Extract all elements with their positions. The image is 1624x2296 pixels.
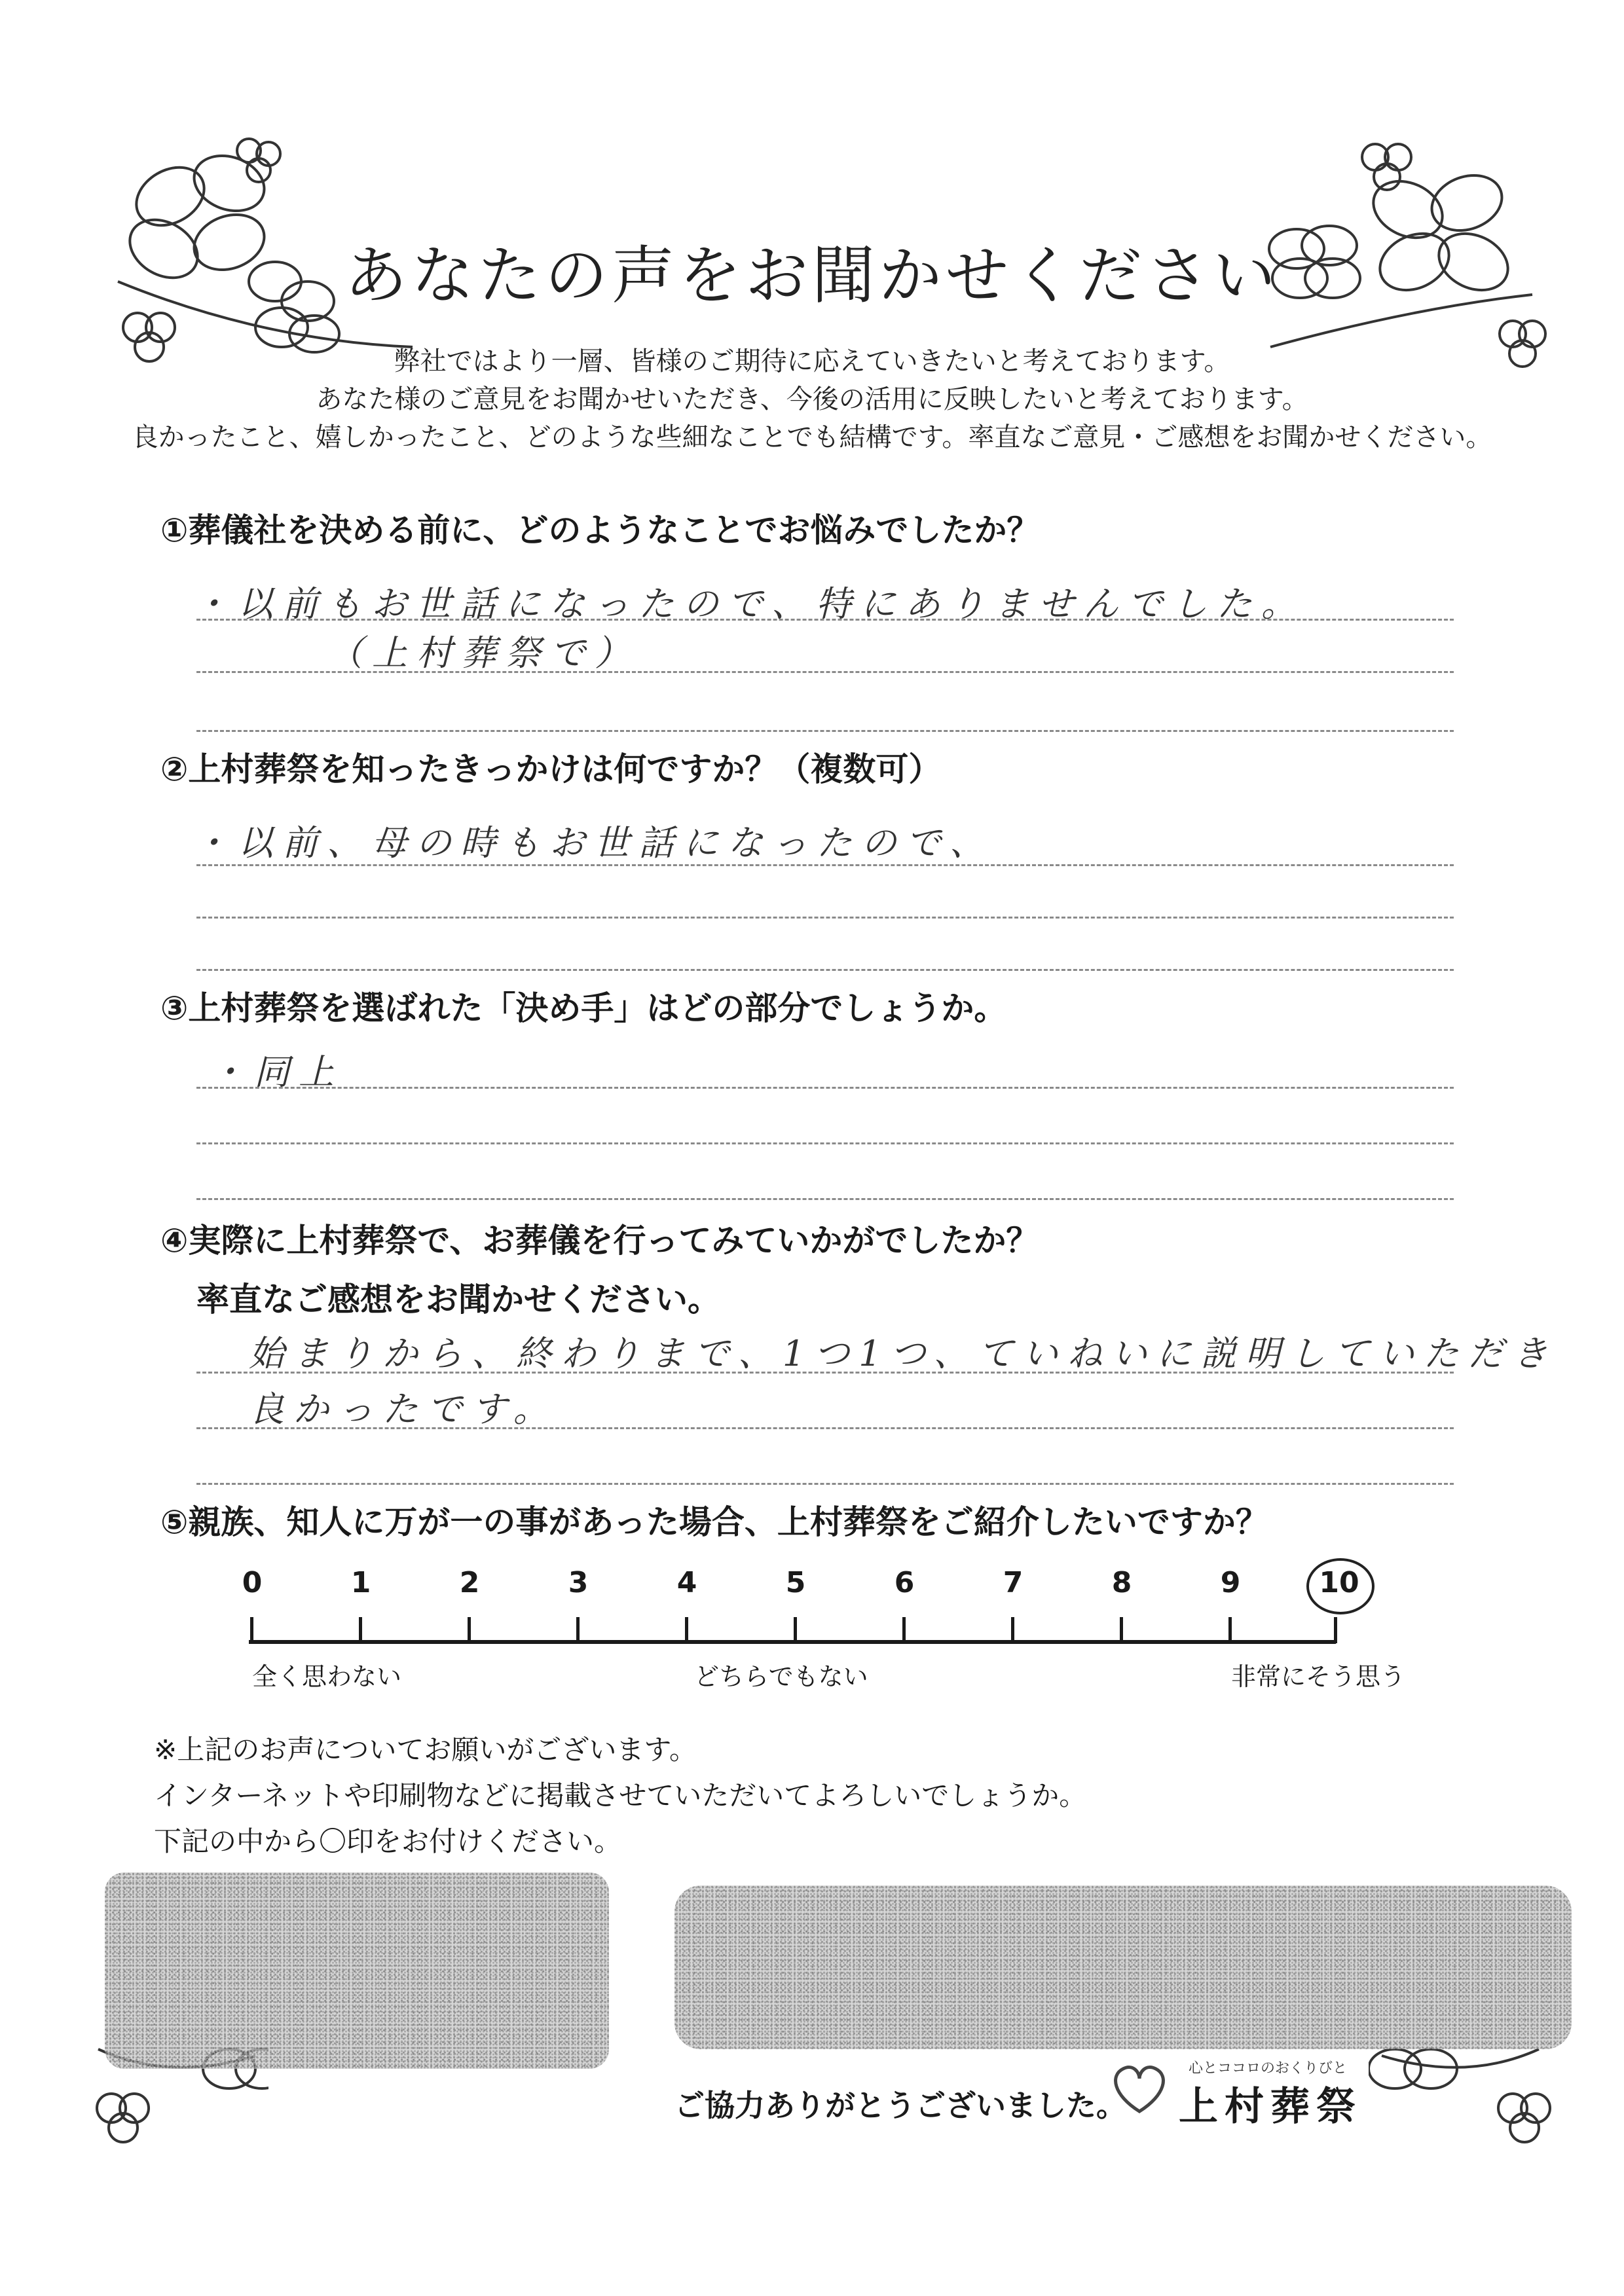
scale-tick [1120,1617,1123,1643]
scale-label-low: 全く思わない [252,1662,402,1691]
scale-tick [1011,1617,1014,1643]
selected-score-circle [1306,1558,1375,1614]
answer-rule [196,969,1454,971]
scale-tick [1334,1617,1337,1643]
clover-decoration-bottom-right-icon [1369,2030,1565,2160]
scale-number-2: 2 [459,1566,480,1599]
scale-number-3: 3 [568,1566,589,1599]
answer-rule [196,671,1454,673]
scale-number-0: 0 [242,1566,263,1599]
scale-line [249,1640,1336,1644]
note-line-3: 下記の中から〇印をお付けください。 [154,1825,622,1857]
intro-line-1: 弊社ではより一層、皆様のご期待に応えていきたいと考えております。 [394,346,1230,376]
answer-4-line-2: 良かったです。 [249,1389,558,1430]
answer-rule [196,730,1454,732]
question-4-line-2: 率直なご感想をお聞かせください。 [196,1281,720,1319]
thanks-message: ご協力ありがとうございました。 [674,2088,1126,2123]
brand-name: 上村葬祭 [1179,2084,1362,2130]
scale-number-1: 1 [350,1566,371,1599]
page-title: あなたの声をお聞かせください [344,239,1280,312]
answer-rule [196,1372,1454,1374]
scale-number-10: 10 [1319,1566,1359,1599]
answer-rule [196,917,1454,919]
answer-rule [196,1198,1454,1200]
question-4-line-1: ④実際に上村葬祭で、お葬儀を行ってみていかがでしたか？ [160,1222,1039,1260]
answer-3: ・同上 [210,1051,343,1093]
redacted-area-left [105,1872,609,2069]
scale-tick [1228,1617,1232,1643]
scale-tick [685,1617,688,1643]
note-line-1: ※上記のお声についてお願いがございます。 [154,1734,697,1766]
answer-2: ・以前、母の時もお世話になったので、 [193,822,994,864]
answer-rule [196,619,1454,621]
answer-rule [196,1427,1454,1429]
scale-tick [576,1617,580,1643]
answer-rule [196,1087,1454,1089]
question-2: ②上村葬祭を知ったきっかけは何ですか？（複数可） [160,750,942,788]
scale-number-8: 8 [1111,1566,1132,1599]
answer-rule [196,864,1454,866]
scale-number-5: 5 [785,1566,806,1599]
scale-number-9: 9 [1220,1566,1241,1599]
answer-rule [196,1483,1454,1485]
question-5: ⑤親族、知人に万が一の事があった場合、上村葬祭をご紹介したいですか？ [160,1503,1268,1541]
note-line-2: インターネットや印刷物などに掲載させていただいてよろしいでしょうか。 [154,1779,1087,1812]
redacted-area-right [674,1886,1572,2049]
brand-tagline: 心とココロのおくりびと [1189,2060,1348,2077]
answer-1-line-1: ・以前もお世話になったので、特にありませんでした。 [193,583,1306,625]
scale-tick [902,1617,906,1643]
scale-tick [794,1617,797,1643]
scale-number-7: 7 [1003,1566,1024,1599]
scale-label-high: 非常にそう思う [1231,1662,1406,1691]
question-1: ①葬儀社を決める前に、どのようなことでお悩みでしたか？ [160,511,1040,549]
answer-rule [196,1142,1454,1144]
scale-number-6: 6 [894,1566,915,1599]
answer-1-line-2: （上村葬祭で） [327,632,639,674]
scale-tick [250,1617,253,1643]
scale-tick [359,1617,362,1643]
scale-number-4: 4 [676,1566,697,1599]
intro-line-2: あなた様のご意見をお聞かせいただき、今後の活用に反映したいと考えております。 [316,384,1308,414]
intro-line-3: 良かったこと、嬉しかったこと、どのような些細なことでも結構です。率直なご意見・ご感想をお聞かせください。 [132,422,1492,452]
scale-tick [468,1617,471,1643]
answer-4-line-1: 始まりから、終わりまで、1つ1つ、ていねいに説明していただき [249,1333,1557,1374]
heart-logo-icon [1107,2056,1172,2121]
scale-label-mid: どちらでもない [694,1662,868,1691]
question-3: ③上村葬祭を選ばれた「決め手」はどの部分でしょうか。 [160,989,1007,1027]
